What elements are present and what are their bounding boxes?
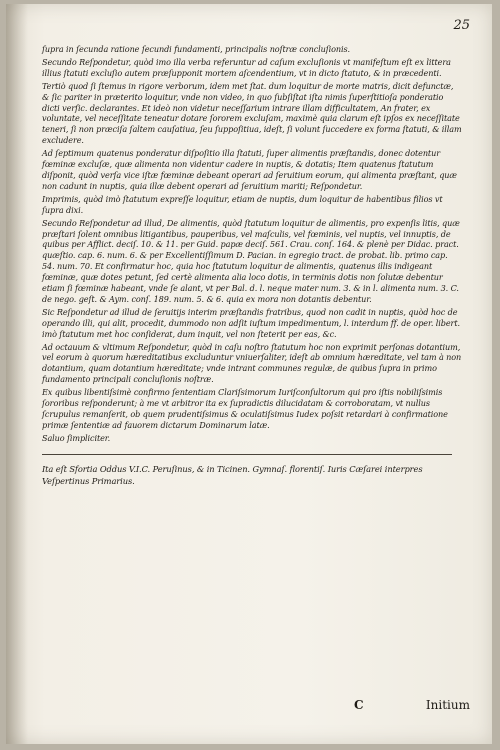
paragraph: Imprimis, quòd imò ſtatutum expreſſe loquitur, etiam de nuptis, dum loquitur de habentibus filios vt ſupra dixi. (42, 193, 443, 215)
signature-line: Veſpertinus Primarius. (42, 475, 135, 486)
binding-gutter (6, 4, 28, 744)
signature-line: Ita eſt Sfortia Oddus V.I.C. Peruſinus, & in Ticinen. Gymnaſ. florentiſ. Iuris Cæſarei interpres (42, 463, 423, 474)
page-footer (42, 698, 470, 714)
divider-rule (42, 454, 452, 455)
document-page (6, 4, 492, 744)
paragraph: Sic Reſpondetur ad illud de ſeruitijs interim præſtandis fratribus, quod non cadit in nuptis, quòd hoc de operando illi, qui alit, procedit, dummodo non adſit iuſtum impedimentum, l. interdum ff. de oper. libert. imò ſtatutum met hoc conſiderat, dum inquit, vel non ſteterit per eas, &c. (42, 306, 460, 339)
paragraph: Ex quibus libentiſsimè confirmo ſententiam Clariſsimorum Iuriſconſultorum qui pro iſtis nobiliſsimis ſororibus reſponderunt; à me vt arbitror ita ex ſupradictis dilucidatam & corroboratam, vt nullus ſcrupulus remanſerit, ob quem prudentiſsimus & oculatiſsimus Iudex poſsit retardari à confirmatione primæ ſententiæ ad fauorem dictarum Dominarum latæ. (42, 387, 448, 430)
paragraph: Secundo Reſpondetur, quòd imo illa verba referuntur ad caſum excluſionis vt manifeſtum eſt ex littera illius ſtatuti excluſio autem præſupponit mortem aſcendentium, vt in dicto ſtatuto, & in præcedenti. (42, 56, 451, 78)
paragraph: Tertiò quod ſi ſtemus in rigore verborum, idem met ſtat. dum loquitur de morte matris, dicit defunctæ, & ſic pariter in præterito loquitur, vnde non video, in quo ſubſiſtat iſta nimis ſuperſtitioſa ponderatio dicti verſic. declarantes. Et ideò non videtur neceſſarium intrare illam difficultatem, An frater, ex voluntate, vel neceſſitate teneatur dotare ſororem excluſam, maximè quia clarum eſt ipſos ex neceſſitate teneri, ſi non præciſa ſaltem cauſatiua, ſeu ſuppoſitiua, ideſt, ſi volunt ſuccedere ex forma ſtatuti, & illam excludere. (42, 80, 462, 146)
catchword: Initium (425, 698, 470, 712)
page-number: 25 (453, 18, 470, 33)
paragraph: Ad ſeptimum quatenus ponderatur diſpoſitio illa ſtatuti, ſuper alimentis præſtandis, donec dotentur fœminæ excluſæ, quæ alimenta non videntur cadere in nuptis, & dotatis; Item quatenus ſtatutum diſponit, quòd verſa vice iſtæ fœminæ debeant operari ad ſeruitium eorum, qui alimenta præſtant, quæ non cadunt in nuptis, quia illæ debent operari ad ſeruitium mariti; Reſpondetur. (42, 148, 457, 191)
signature-mark: C (354, 698, 364, 712)
body-text (42, 44, 462, 487)
paragraph: Ad octauum & vltimum Reſpondetur, quòd in caſu noſtro ſtatutum hoc non exprimit perſonas dotantium, vel eorum à quorum hæreditatibus excluduntur vniuerſaliter, ideſt ab omnium hæreditate, vel tam à non dotantium, quam dotantium hæreditate; vnde intrant communes regulæ, de quibus ſupra in primo fundamento principali concluſionis noſtræ. (42, 341, 462, 385)
paragraph: Saluo ſimpliciter. (42, 432, 111, 443)
paragraph: Secundo Reſpondetur ad illud, De alimentis, quòd ſtatutum loquitur de alimentis, pro expenſis litis, quæ præſtari ſolent omnibus litigantibus, pauperibus, vel maſculis, vel fœminis, vel nuptis, vel innuptis, de quibus per Afflict. deciſ. 10. & 11. per Guid. papæ deciſ. 561. Crau. conſ. 164. & plenè per Didac. pract. quæſtio. cap. 6. num. 6. & per Excellentiſſimum D. Pacian. in egregio tract. de probat. lib. primo cap. 54. num. 70. Et confirmatur hoc, quia hoc ſtatutum loquitur de alimentis, quatenus illis indigeant fœminæ, quæ dotes petunt, ſed certè alimenta alia loco dotis, in terminis dotis non ſolutæ debentur etiam ſi fœminæ habeant, vnde ſe alant, vt per Bal. d. l. neque mater num. 3. & in l. alimenta num. 3. C. de nego. geſt. & Aym. conſ. 189. num. 5. & 6. quia ex mora non dotantis debentur. (42, 217, 460, 304)
paragraph: ſupra in ſecunda ratione ſecundi fundamenti, principalis noſtræ concluſionis. (42, 44, 351, 54)
